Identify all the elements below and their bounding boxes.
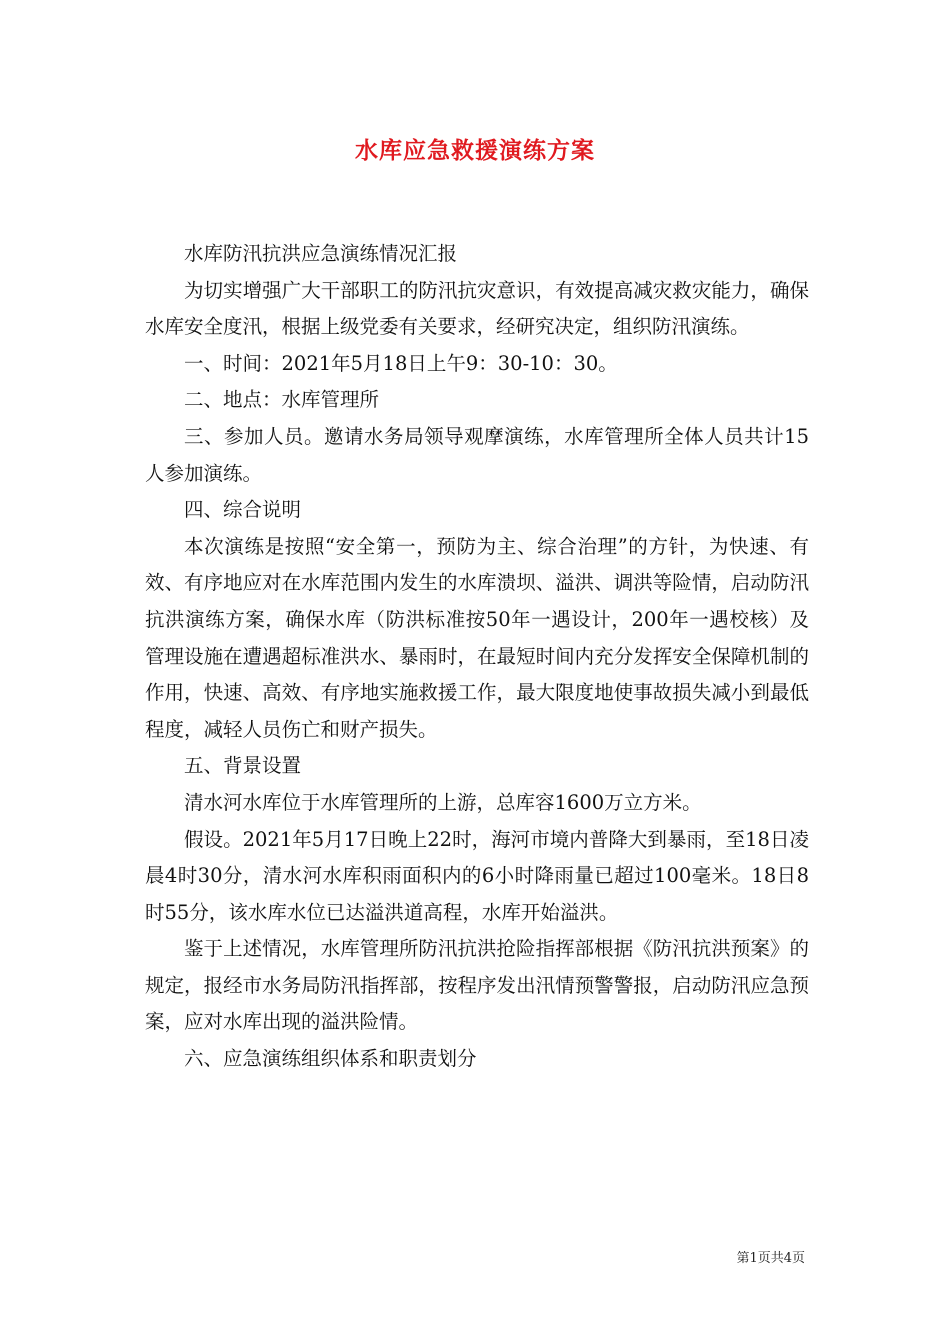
page-number: 第1页共4页 [736,1251,805,1266]
section-heading-organization: 六、应急演练组织体系和职责划分 [184,1047,477,1071]
paragraph-location: 二、地点：水库管理所 [184,388,380,412]
paragraph-time: 一、时间：2021年5月18日上午9：30-10：30。 [184,351,618,375]
document-body [145,236,809,1078]
paragraph-response: 鉴于上述情况，水库管理所防汛抗洪抢险指挥部根据《防汛抗洪预案》的规定，报经市水务局防汛指挥部，按程序发出汛情预警警报，启动防汛应急预案，应对水库出现的溢洪险情。 [145,937,809,1034]
paragraph-participants: 三、参加人员。邀请水务局领导观摩演练，水库管理所全体人员共计15人参加演练。 [145,424,809,485]
paragraph-intro: 为切实增强广大干部职工的防汛抗灾意识，有效提高减灾救灾能力，确保水库安全度汛，根据上级党委有关要求，经研究决定，组织防汛演练。 [145,278,809,339]
section-heading-overview: 四、综合说明 [184,498,302,522]
paragraph-subtitle: 水库防汛抗洪应急演练情况汇报 [184,242,458,265]
paragraph-scenario: 假设。2021年5月17日晚上22时，海河市境内普降大到暴雨，至18日凌晨4时30分，清水河水库积雨面积内的6小时降雨量已超过100毫米。18日8时55分，该水库水位已达溢洪道高程，水库开始溢洪。 [145,827,809,924]
paragraph-reservoir: 清水河水库位于水库管理所的上游，总库容1600万立方米。 [184,790,702,814]
paragraph-overview: 本次演练是按照“安全第一，预防为主、综合治理”的方针，为快速、有效、有序地应对在水库范围内发生的水库溃坝、溢洪、调洪等险情，启动防汛抗洪演练方案，确保水库（防洪标准按50年一遇设计，200年一遇校核）及管理设施在遭遇超标准洪水、暴雨时，在最短时间内充分发挥安全保障机制的作用，快速、高效、有序地实施救援工作，最大限度地使事故损失减小到最低程度，减轻人员伤亡和财产损失。 [145,534,809,741]
section-heading-background: 五、背景设置 [184,754,302,778]
document-title: 水库应急救援演练方案 [355,137,595,164]
